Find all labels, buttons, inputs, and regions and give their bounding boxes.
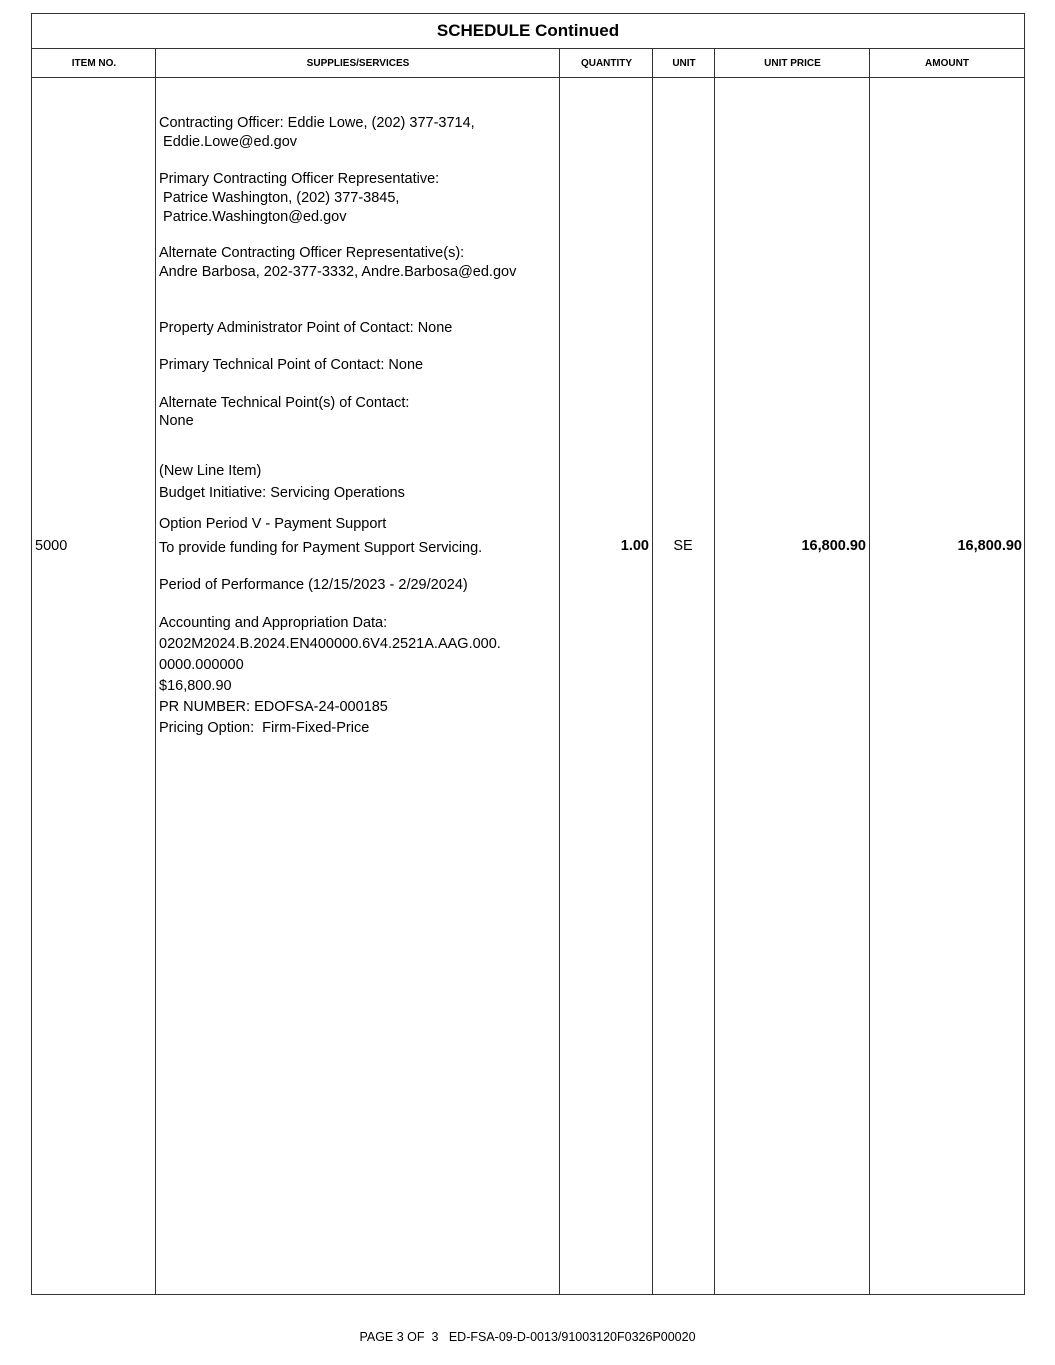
primary-technical-poc: Primary Technical Point of Contact: None (159, 357, 424, 373)
pcor-line1: Patrice Washington, (202) 377-3845, (159, 190, 400, 206)
new-line-item: (New Line Item) (159, 463, 262, 479)
pcor-line2: Patrice.Washington@ed.gov (159, 209, 347, 225)
accounting-data-line2: 0000.000000 (159, 657, 244, 673)
accounting-data-title: Accounting and Appropriation Data: (159, 615, 388, 631)
header-amount: AMOUNT (925, 57, 969, 69)
unit-price-value: 16,800.90 (801, 538, 866, 554)
accounting-data-line1: 0202M2024.B.2024.EN400000.6V4.2521A.AAG.000. (159, 636, 501, 652)
acor-title: Alternate Contracting Officer Representative(s): (159, 245, 465, 261)
header-supplies-services: SUPPLIES/SERVICES (306, 57, 410, 69)
alternate-technical-poc-value: None (159, 413, 194, 429)
item-number: 5000 (35, 538, 68, 554)
acor-line1: Andre Barbosa, 202-377-3332, Andre.Barbosa@ed.gov (159, 264, 517, 280)
pricing-option: Pricing Option: Firm-Fixed-Price (159, 720, 370, 736)
column-divider (155, 49, 156, 1294)
contracting-officer-line1: Contracting Officer: Eddie Lowe, (202) 377-3714, (159, 115, 475, 131)
pcor-title: Primary Contracting Officer Representative: (159, 171, 440, 187)
option-period: Option Period V - Payment Support (159, 516, 387, 532)
accounting-amount: $16,800.90 (159, 678, 232, 694)
contracting-officer-line2: Eddie.Lowe@ed.gov (159, 134, 298, 150)
amount-value: 16,800.90 (957, 538, 1022, 554)
page-number: PAGE 3 OF 3 (359, 1330, 439, 1344)
alternate-technical-poc-title: Alternate Technical Point(s) of Contact: (159, 395, 410, 411)
column-divider (869, 49, 870, 1294)
header-quantity: QUANTITY (580, 57, 633, 69)
column-divider (652, 49, 653, 1294)
header-unit: UNIT (672, 57, 696, 69)
header-unit-price: UNIT PRICE (764, 57, 821, 69)
quantity-value: 1.00 (620, 538, 649, 554)
property-admin-poc: Property Administrator Point of Contact: None (159, 320, 453, 336)
unit-value: SE (673, 538, 693, 554)
page-footer (0, 1330, 1055, 1344)
column-divider (559, 49, 560, 1294)
budget-initiative: Budget Initiative: Servicing Operations (159, 485, 405, 501)
column-header-row (32, 49, 1024, 78)
line-item-description: To provide funding for Payment Support Servicing. (159, 540, 483, 556)
pr-number: PR NUMBER: EDOFSA-24-000185 (159, 699, 388, 715)
schedule-title: SCHEDULE Continued (32, 14, 1024, 49)
period-of-performance: Period of Performance (12/15/2023 - 2/29/2024) (159, 577, 468, 593)
document-number: ED-FSA-09-D-0013/91003120F0326P00020 (448, 1330, 696, 1344)
header-item-no: ITEM NO. (71, 57, 117, 69)
column-divider (714, 49, 715, 1294)
